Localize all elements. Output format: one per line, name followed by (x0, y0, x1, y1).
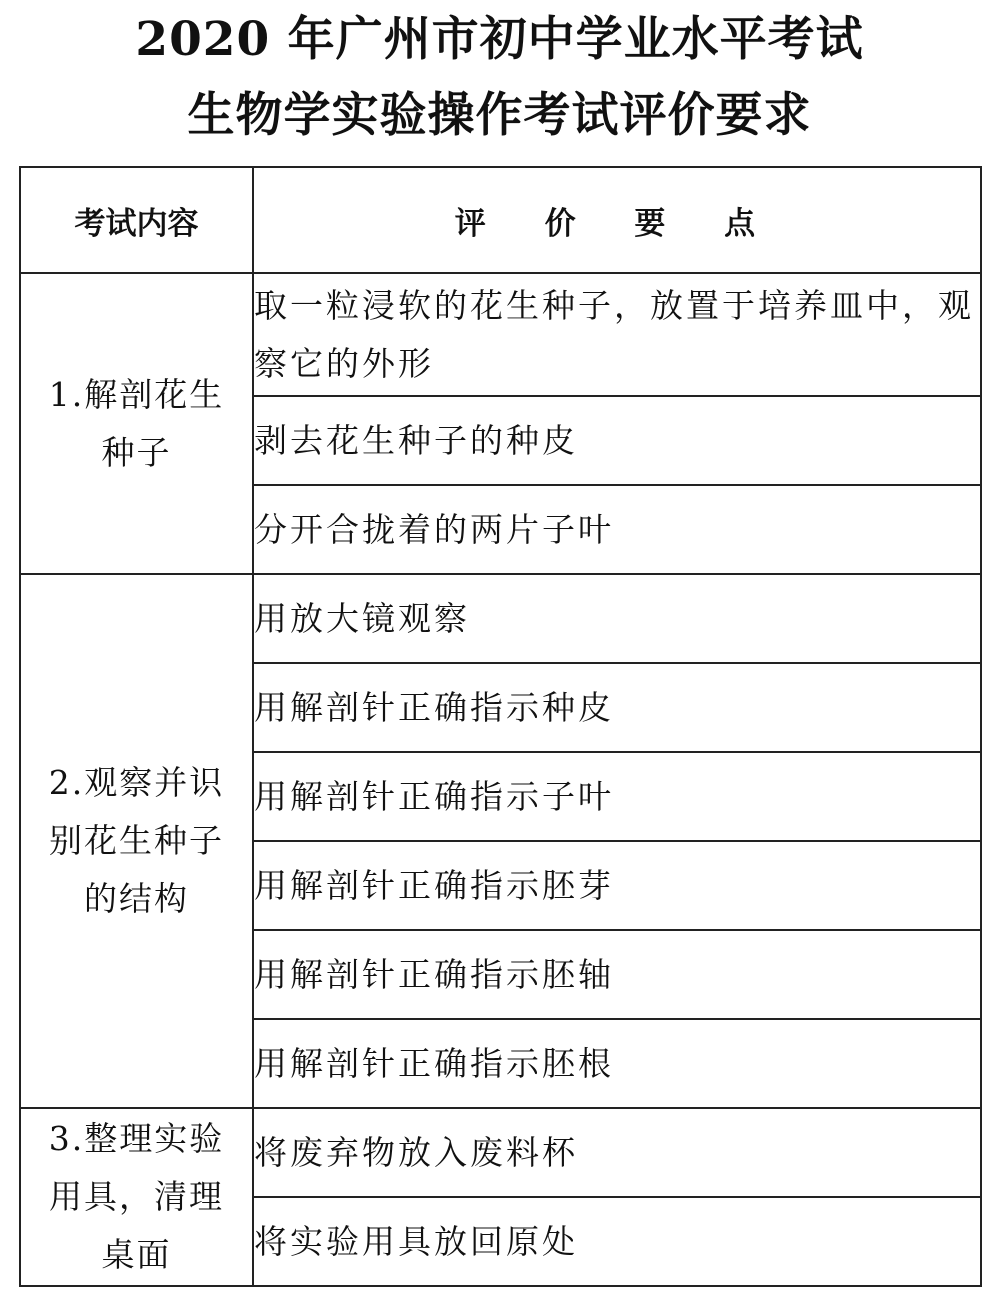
evaluation-table (19, 166, 982, 1287)
eval-point: 用解剖针正确指示胚根 (253, 1019, 981, 1108)
eval-point: 用解剖针正确指示种皮 (253, 663, 981, 752)
page-title-line-2: 生物学实验操作考试评价要求 (187, 88, 812, 143)
eval-point: 取一粒浸软的花生种子，放置于培养皿中，观察它的外形 (253, 273, 981, 396)
table-row (20, 273, 981, 396)
topic-cell-dissect-seed: 1.解剖花生种子 (20, 273, 253, 574)
table-row (20, 574, 981, 663)
eval-point: 用解剖针正确指示子叶 (253, 752, 981, 841)
header-evaluation-points: 评 价 要 点 (253, 167, 981, 273)
eval-point: 将实验用具放回原处 (253, 1197, 981, 1286)
eval-point: 将废弃物放入废料杯 (253, 1108, 981, 1197)
page-title-line-1: 2020 年广州市初中学业水平考试 (135, 12, 864, 67)
topic-cell-observe-structure: 2.观察并识别花生种子的结构 (20, 574, 253, 1108)
eval-point: 用解剖针正确指示胚轴 (253, 930, 981, 1019)
topic-cell-cleanup: 3.整理实验用具，清理桌面 (20, 1108, 253, 1286)
header-exam-content: 考试内容 (20, 167, 253, 273)
eval-point: 用解剖针正确指示胚芽 (253, 841, 981, 930)
eval-point: 剥去花生种子的种皮 (253, 396, 981, 485)
table-header-row (20, 167, 981, 273)
eval-point: 用放大镜观察 (253, 574, 981, 663)
table-row (20, 1108, 981, 1197)
eval-point: 分开合拢着的两片子叶 (253, 485, 981, 574)
